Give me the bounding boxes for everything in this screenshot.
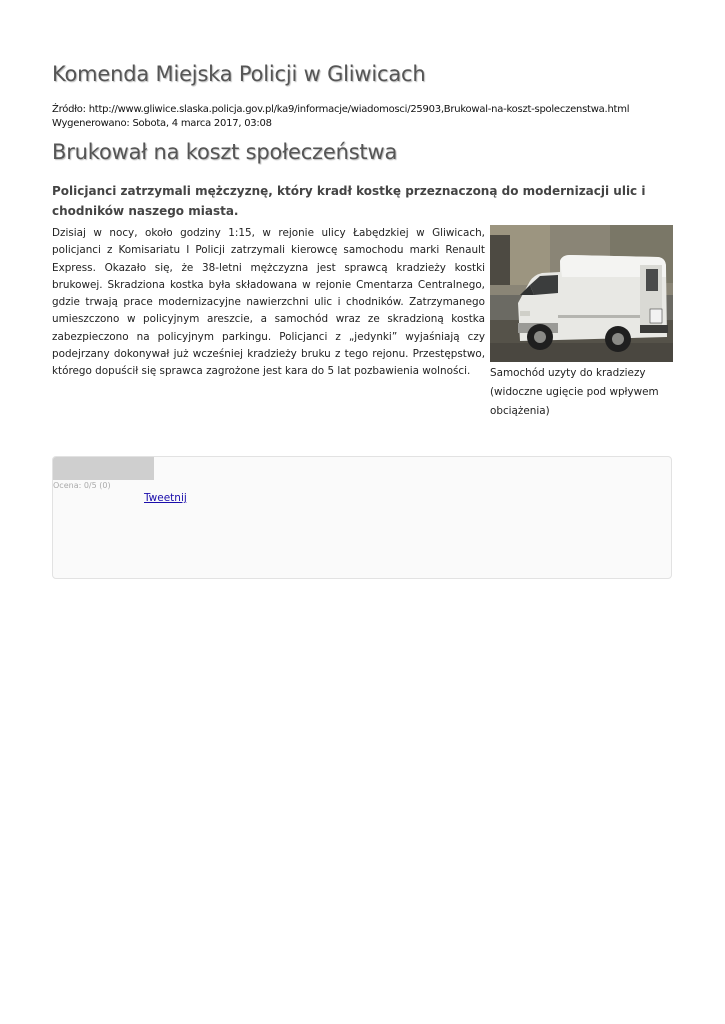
- rating-text: Ocena: 0/5 (0): [53, 481, 111, 490]
- article-lead: Policjanci zatrzymali mężczyznę, który kradł kostkę przeznaczoną do modernizacji ulic i chodników naszego miasta.: [52, 184, 646, 218]
- rating-box: [52, 456, 672, 579]
- tweet-link[interactable]: Tweetnij: [144, 492, 187, 504]
- image-caption: Samochód uzyty do kradziezy (widoczne ugięcie pod wpływem obciążenia): [490, 367, 659, 417]
- article-figure: [490, 225, 673, 421]
- rating-bar[interactable]: [53, 457, 154, 480]
- source-url: Źródło: http://www.gliwice.slaska.policja.gov.pl/ka9/informacje/wiadomosci/25903,Brukowal-na-koszt-spoleczenstwa.html: [52, 104, 630, 115]
- generated-date: Wygenerowano: Sobota, 4 marca 2017, 03:08: [52, 118, 272, 129]
- site-title: Komenda Miejska Policji w Gliwicach: [52, 62, 426, 86]
- article-title: Brukował na koszt społeczeństwa: [52, 140, 398, 164]
- source-meta: [52, 103, 692, 131]
- van-photo: [490, 225, 673, 362]
- article-body: Dzisiaj w nocy, około godziny 1:15, w rejonie ulicy Łabędzkiej w Gliwicach, policjanci z Komisariatu I Policji zatrzymali kierowcę samochodu marki Renault Express. Okazało się, że 38-letni mężczyzna jest sprawcą kradzieży kostki brukowej. Skradziona kostka była składowana w rejonie Cmentarza Centralnego, gdzie trwają prace modernizacyjne nawierzchni ulic i chodników. Zatrzymanego umieszczono w policyjnym areszcie, a samochód wraz ze skradzioną kostka zabezpieczono na policyjnym parkingu. Policjanci z „jedynki” wyjaśniają czy podejrzany dokonywał już wcześniej kradzieży bruku z tego rejonu. Przestępstwo, którego dopuścił się sprawca zagrożone jest kara do 5 lat pozbawienia wolności.: [52, 227, 485, 378]
